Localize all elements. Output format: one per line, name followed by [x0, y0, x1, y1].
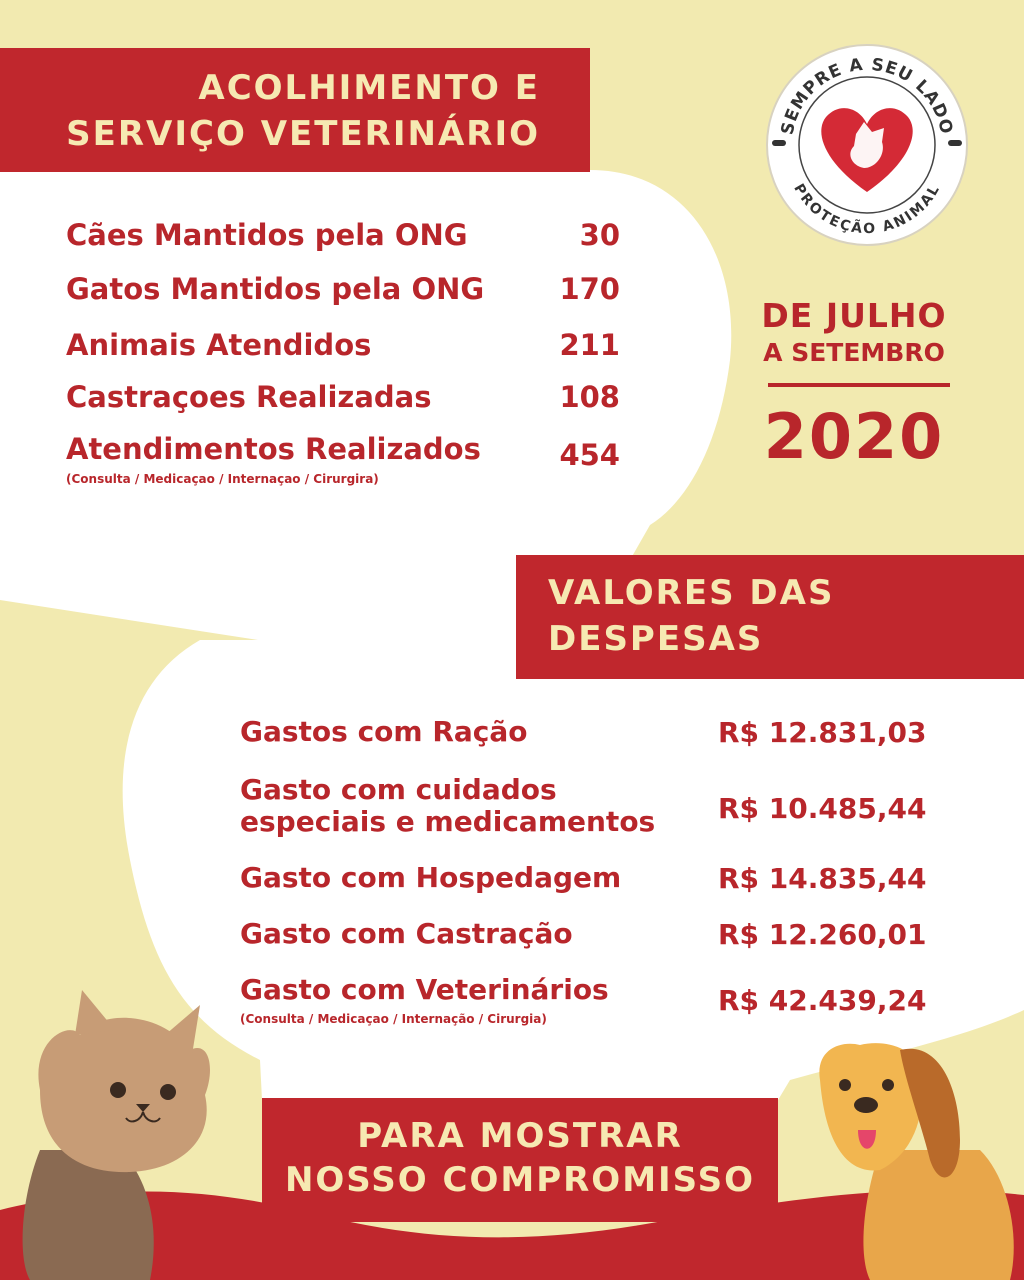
- expense-label: Gastos com Ração: [240, 715, 528, 748]
- stat-value: 30: [579, 218, 620, 252]
- expense-label: Gasto com Hospedagem: [240, 861, 622, 894]
- expenses-title-line1: VALORES DAS: [548, 573, 835, 613]
- logo: [764, 42, 970, 248]
- expense-label: Gasto com cuidados: [240, 773, 557, 806]
- stat-label: Castraçoes Realizadas: [66, 380, 432, 414]
- expense-value: R$ 12.831,03: [718, 716, 927, 749]
- expense-note: (Consulta / Medicaçao / Internação / Cirurgia): [240, 1012, 547, 1026]
- footer-line1: PARA MOSTRAR: [357, 1116, 683, 1156]
- stat-value: 454: [559, 438, 620, 472]
- stat-value: 108: [559, 380, 620, 414]
- stat-note: (Consulta / Medicaçao / Internaçao / Cirurgira): [66, 472, 379, 486]
- stat-value: 211: [559, 328, 620, 362]
- expense-label: Gasto com Castração: [240, 917, 573, 950]
- header-banner: [0, 48, 590, 172]
- logo-top-text: SEMPRE A SEU LADO: [777, 54, 957, 137]
- period-year: 2020: [763, 400, 945, 473]
- expense-value: R$ 14.835,44: [718, 862, 927, 895]
- expenses-banner: [516, 555, 1024, 679]
- stat-label: Cães Mantidos pela ONG: [66, 218, 468, 252]
- expenses-title-line2: DESPESAS: [548, 619, 764, 659]
- stat-value: 170: [559, 272, 620, 306]
- expense-value: R$ 10.485,44: [718, 792, 927, 825]
- period-divider: [768, 383, 950, 387]
- expense-value: R$ 42.439,24: [718, 984, 927, 1017]
- stat-label: Atendimentos Realizados: [66, 432, 481, 466]
- header-title-line1: ACOLHIMENTO E: [198, 68, 540, 108]
- expense-value: R$ 12.260,01: [718, 918, 927, 951]
- period-line1: DE JULHO: [761, 296, 947, 335]
- expense-label: especiais e medicamentos: [240, 805, 656, 838]
- header-title-line2: SERVIÇO VETERINÁRIO: [66, 114, 540, 154]
- logo-bottom-text: PROTEÇÃO ANIMAL: [790, 181, 944, 238]
- stat-label: Gatos Mantidos pela ONG: [66, 272, 485, 306]
- expense-label: Gasto com Veterinários: [240, 973, 609, 1006]
- period-line2: A SETEMBRO: [763, 338, 945, 367]
- footer-banner: [262, 1098, 778, 1222]
- footer-line2: NOSSO COMPROMISSO: [284, 1160, 756, 1200]
- stat-label: Animais Atendidos: [66, 328, 372, 362]
